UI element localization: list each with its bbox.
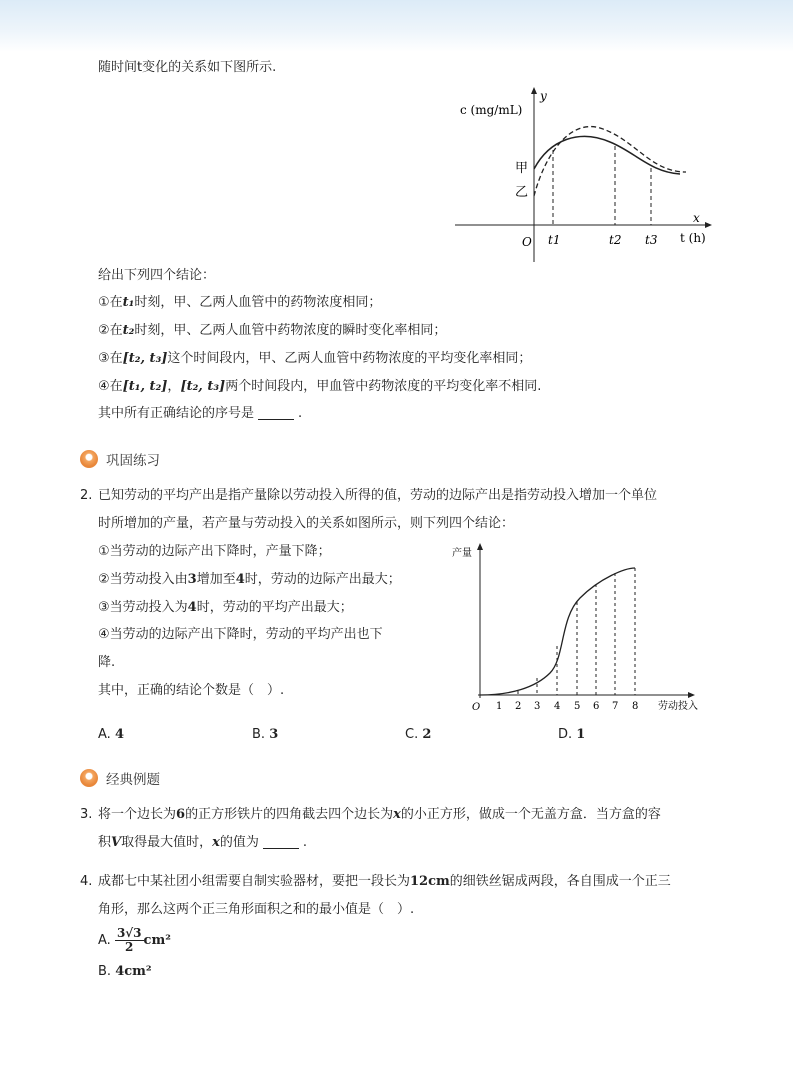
tick-4: 4 — [554, 701, 561, 712]
concentration-graph — [450, 84, 720, 264]
q1-conclusion-2: ②在t₂时刻，甲、乙两人血管中药物浓度的瞬时变化率相同； — [98, 323, 447, 338]
section-examples — [80, 767, 160, 789]
q2-text-2: 时所增加的产量，若产量与劳动投入的关系如图所示，则下列四个结论： — [98, 516, 515, 531]
tick-t2: t2 — [609, 233, 622, 247]
x-axis-arrow — [688, 692, 695, 698]
q2-text-1: 已知劳动的平均产出是指产量除以劳动投入所得的值，劳动的边际产出是指劳动投入增加一个单位 — [98, 488, 658, 503]
y-axis-arrow — [477, 543, 483, 550]
tick-3: 3 — [534, 701, 541, 712]
q4-text-2: 角形，那么这两个正三角形面积之和的最小值是（ ）. — [98, 902, 415, 917]
q3-text-2: 积V取得最大值时，x的值为 . — [98, 835, 308, 850]
option-a[interactable]: A. 4 — [98, 727, 124, 742]
q3-text-1: 将一个边长为6的正方形铁片的四角截去四个边长为x的小正方形，做成一个无盖方盒．当方盒的容 — [98, 807, 661, 822]
curve-yi — [534, 127, 686, 196]
tick-7: 7 — [612, 701, 619, 712]
q3-number: 3. — [80, 807, 93, 822]
tick-1: 1 — [496, 701, 503, 712]
q1-conclusion-4: ④在[t₁, t₂]，[t₂, t₃]两个时间段内，甲血管中药物浓度的平均变化率不相同. — [98, 379, 542, 394]
fraction: $\frac{3√3}{2}$ — [116, 926, 142, 954]
q1-conclusion-3: ③在[t₂, t₃]这个时间段内，甲、乙两人血管中药物浓度的平均变化率相同； — [98, 351, 532, 366]
x-axis-arrow — [705, 222, 712, 228]
bulb-icon — [80, 769, 98, 787]
header-band — [0, 0, 793, 52]
q2-number: 2. — [80, 488, 93, 503]
section-title: 巩固练习 — [106, 453, 160, 469]
q2-conclusion-3: ③当劳动投入为4时，劳动的平均产出最大； — [98, 600, 353, 615]
curve-jia — [534, 136, 680, 174]
x-letter: x — [693, 211, 700, 225]
x-axis-label: 劳动投入 — [658, 701, 698, 712]
tick-t1: t1 — [548, 233, 561, 247]
intro-line: 随时间t变化的关系如下图所示. — [98, 60, 277, 75]
curve-jia-label: 甲 — [515, 161, 529, 176]
y-letter: y — [540, 89, 547, 103]
tick-5: 5 — [574, 701, 581, 712]
tick-8: 8 — [632, 701, 639, 712]
origin-label: O — [522, 235, 532, 249]
y-axis-label: c (mg/mL) — [460, 103, 523, 117]
q1-ask: 其中所有正确结论的序号是 . — [98, 406, 303, 421]
section-consolidation — [80, 448, 160, 470]
y-axis-arrow — [531, 87, 537, 94]
option-b[interactable]: B. 3 — [252, 727, 279, 742]
q2-conclusion-4-cont: 降. — [98, 655, 116, 670]
option-c[interactable]: C. 2 — [405, 727, 432, 742]
section-title: 经典例题 — [106, 772, 160, 788]
q4-option-b[interactable]: B. 4cm² — [98, 964, 152, 979]
q4-text-1: 成都七中某社团小组需要自制实验器材，要把一段长为12cm的细铁丝锯成两段，各自围成一个正三 — [98, 874, 671, 889]
q2-conclusion-2: ②当劳动投入由3增加至4时，劳动的边际产出最大； — [98, 572, 401, 587]
q1-lead: 给出下列四个结论： — [98, 268, 216, 283]
tick-t3: t3 — [645, 233, 658, 247]
curve-yi-label: 乙 — [515, 185, 529, 200]
x-unit: t (h) — [680, 231, 706, 245]
tick-6: 6 — [593, 701, 600, 712]
q4-option-a[interactable]: A. $\frac{3√3}{2}$ cm² — [98, 926, 171, 954]
option-d[interactable]: D. 1 — [558, 727, 586, 742]
q4-number: 4. — [80, 874, 93, 889]
q2-conclusion-1: ①当劳动的边际产出下降时，产量下降； — [98, 544, 331, 559]
answer-blank[interactable] — [258, 405, 294, 420]
q1-conclusion-1: ①在t₁时刻，甲、乙两人血管中的药物浓度相同； — [98, 295, 382, 310]
tick-2: 2 — [515, 701, 522, 712]
origin-label: O — [472, 702, 481, 713]
q2-conclusion-4: ④当劳动的边际产出下降时，劳动的平均产出也下 — [98, 627, 383, 642]
bulb-icon — [80, 450, 98, 468]
production-curve — [480, 568, 635, 695]
answer-blank[interactable] — [263, 834, 299, 849]
q2-ask: 其中，正确的结论个数是（ ）. — [98, 683, 285, 698]
y-axis-label: 产量 — [452, 548, 472, 559]
production-graph — [440, 538, 710, 718]
